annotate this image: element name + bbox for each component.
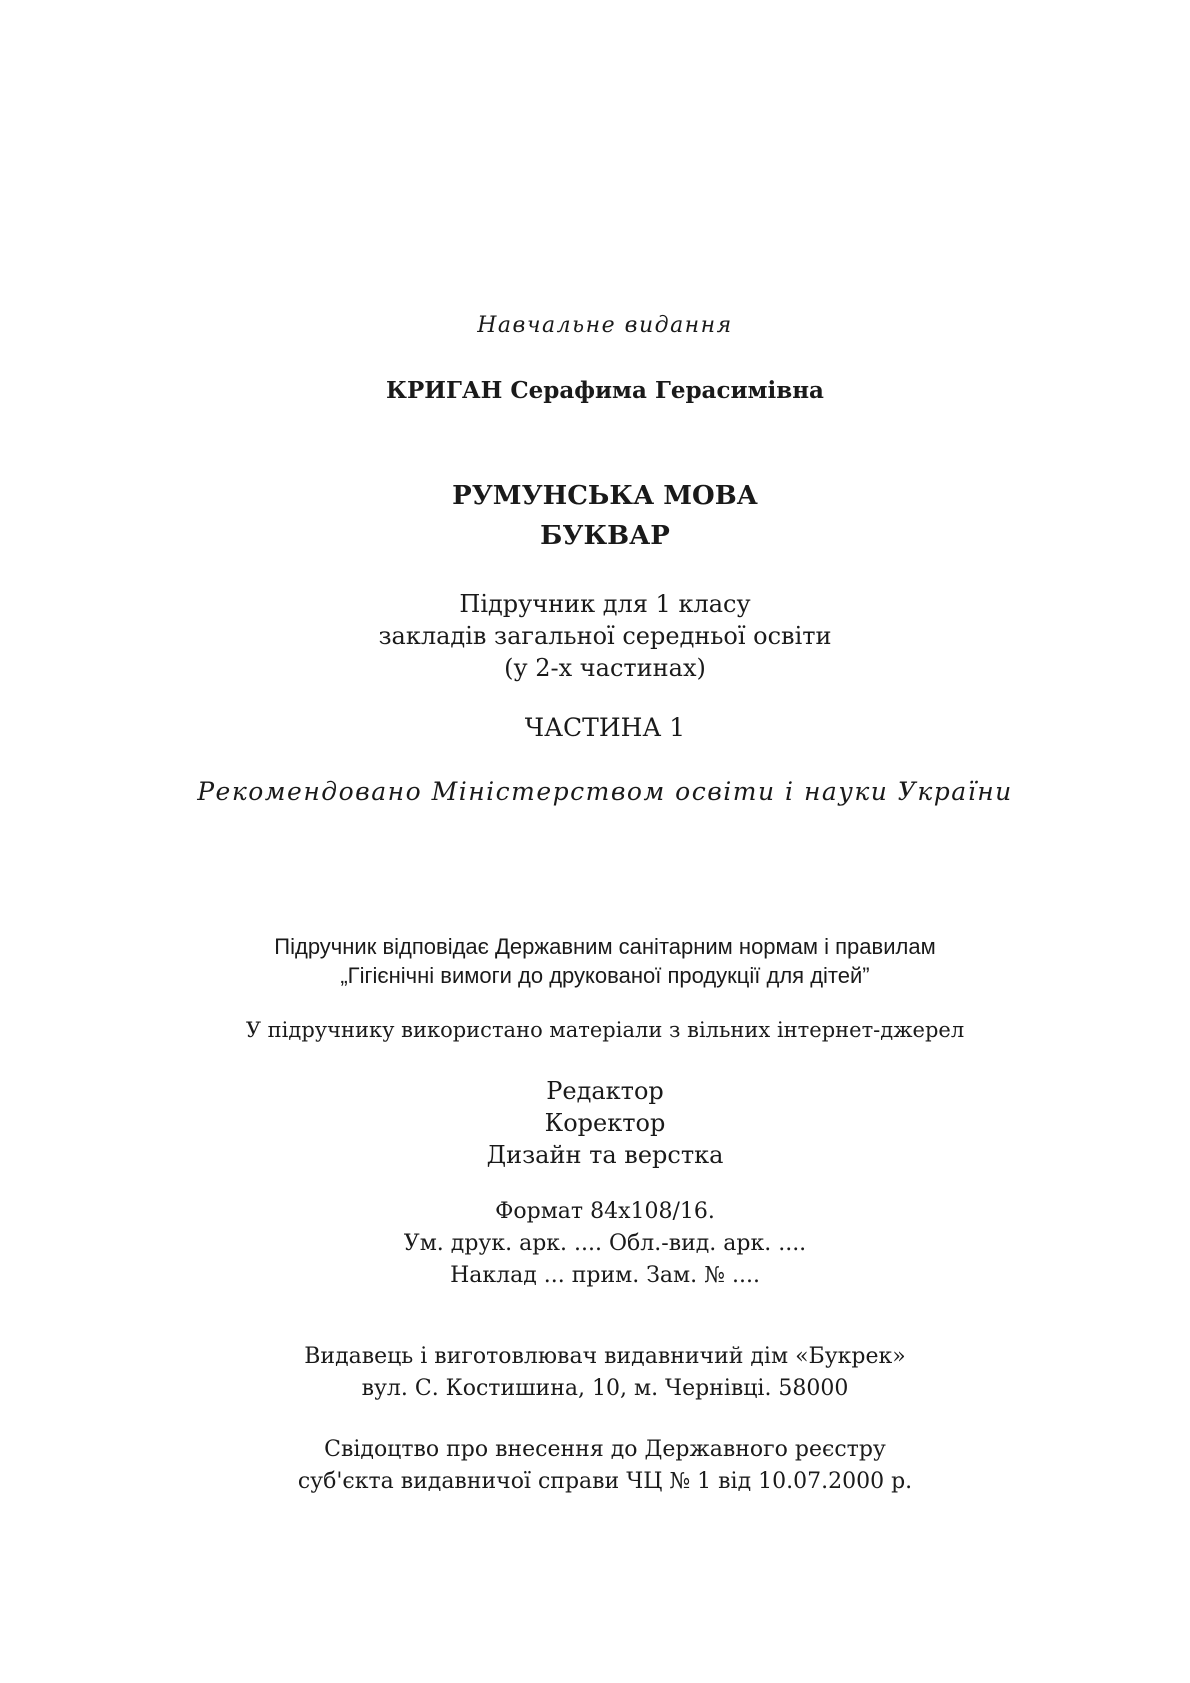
textbook-description-line3: (у 2-х частинах): [504, 654, 706, 682]
ministry-recommendation: Рекомендовано Міністерством освіти і науки України: [197, 777, 1013, 806]
book-subtitle-primer: БУКВАР: [540, 521, 670, 551]
credit-proofreader: Коректор: [544, 1109, 666, 1137]
textbook-description-line1: Підручник для 1 класу: [459, 590, 751, 618]
format-info: Формат 84х108/16.: [495, 1199, 715, 1224]
registry-certificate-line1: Свідоцтво про внесення до Державного реєстру: [324, 1437, 886, 1462]
credit-editor: Редактор: [546, 1077, 664, 1105]
textbook-description-line2: закладів загальної середньої освіти: [378, 622, 832, 650]
part-number: ЧАСТИНА 1: [524, 713, 686, 742]
print-sheets-info: Ум. друк. арк. .... Обл.-вид. арк. ....: [403, 1231, 807, 1256]
publisher-info: Видавець і виготовлювач видавничий дім «Букрек»: [304, 1344, 906, 1369]
sanitary-compliance-line2: „Гігієнічні вимоги до друкованої продукції для дітей”: [340, 963, 870, 988]
sources-note: У підручнику використано матеріали з вільних інтернет-джерел: [245, 1018, 965, 1042]
edition-type: Навчальне видання: [477, 313, 733, 338]
credit-design-layout: Дизайн та верстка: [486, 1141, 724, 1169]
registry-certificate-line2: суб'єкта видавничої справи ЧЦ № 1 від 10.07.2000 р.: [297, 1469, 913, 1494]
publisher-address: вул. С. Костишина, 10, м. Чернівці. 58000: [361, 1376, 849, 1401]
sanitary-compliance-line1: Підручник відповідає Державним санітарним нормам і правилам: [274, 934, 936, 959]
print-run-info: Наклад ... прим. Зам. № ....: [450, 1263, 760, 1288]
book-title: РУМУНСЬКА МОВА: [452, 481, 758, 511]
author-name: КРИГАН Серафима Герасимівна: [386, 377, 824, 404]
